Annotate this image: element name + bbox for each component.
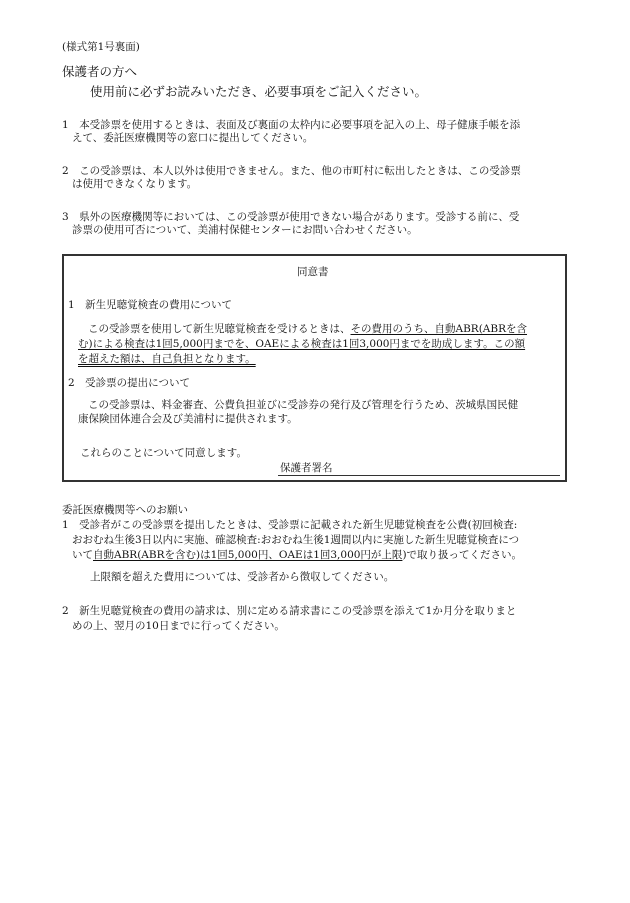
institutions-item-1-line-3: いて自動ABR(ABRを含む)は1回5,000円、OAEは1回3,000円が上限)で取り扱ってください。: [72, 549, 523, 561]
consent-section-1-line-1: この受診票を使用して新生児聴覚検査を受けるときは、その費用のうち、自動ABR(ABRを含: [88, 323, 528, 335]
notice-2-line-2: は使用できなくなります。: [72, 178, 198, 190]
notice-2-line-1: 2 この受診票は、本人以外は使用できません。また、他の市町村に転出したときは、この受診票: [62, 165, 521, 177]
signature-line[interactable]: [278, 475, 560, 476]
notice-3-line-2: 診票の使用可否について、美浦村保健センターにお問い合わせください。: [72, 224, 418, 236]
institutions-item-1-line-1: 1 受診者がこの受診票を提出したときは、受診票に記載された新生児聴覚検査を公費(初回検査:: [62, 519, 518, 531]
consent-section-1-line-2: む)による検査は1回5,000円までを、OAEによる検査は1回3,000円までを助成します。この額: [78, 338, 526, 350]
notice-1-line-1: 1 本受診票を使用するときは、表面及び裏面の太枠内に必要事項を記入の上、母子健康手帳を添: [62, 119, 521, 131]
institutions-item-1-line-2: おおむね生後3日以内に実施、確認検査:おおむね生後1週間以内に実施した新生児聴覚検査につ: [72, 534, 520, 546]
consent-section-1-line-3: を超えた額は、自己負担となります。: [78, 353, 256, 365]
institutions-item-1-line-4: 上限額を超えた費用については、受診者から徴収してください。: [90, 571, 395, 583]
consent-title: 同意書: [297, 266, 329, 278]
consent-section-1-heading: 1 新生児聴覚検査の費用について: [68, 299, 232, 311]
form-number: (様式第1号裏面): [62, 41, 140, 53]
consent-section-2-heading: 2 受診票の提出について: [68, 377, 190, 389]
institutions-item-2-line-1: 2 新生児聴覚検査の費用の請求は、別に定める請求書にこの受診票を添えて1か月分を取りまと: [62, 605, 517, 617]
notice-3-line-1: 3 県外の医療機関等においては、この受診票が使用できない場合があります。受診する前に、受: [62, 211, 520, 223]
notice-1-line-2: えて、委託医療機関等の窓口に提出してください。: [72, 132, 314, 144]
guardian-intro: 使用前に必ずお読みいただき、必要事項をご記入ください。: [90, 84, 428, 99]
consent-section-2-line-2: 康保険団体連合会及び美浦村に提供されます。: [78, 413, 298, 425]
institutions-heading: 委託医療機関等へのお願い: [62, 504, 188, 516]
guardian-heading: 保護者の方へ: [62, 64, 138, 79]
institutions-item-2-line-2: めの上、翌月の10日までに行ってください。: [72, 620, 285, 632]
signature-label: 保護者署名: [280, 462, 333, 474]
consent-agree-text: これらのことについて同意します。: [80, 447, 247, 459]
consent-section-2-line-1: この受診票は、料金審査、公費負担並びに受診券の発行及び管理を行うため、茨城県国民健: [88, 399, 519, 411]
